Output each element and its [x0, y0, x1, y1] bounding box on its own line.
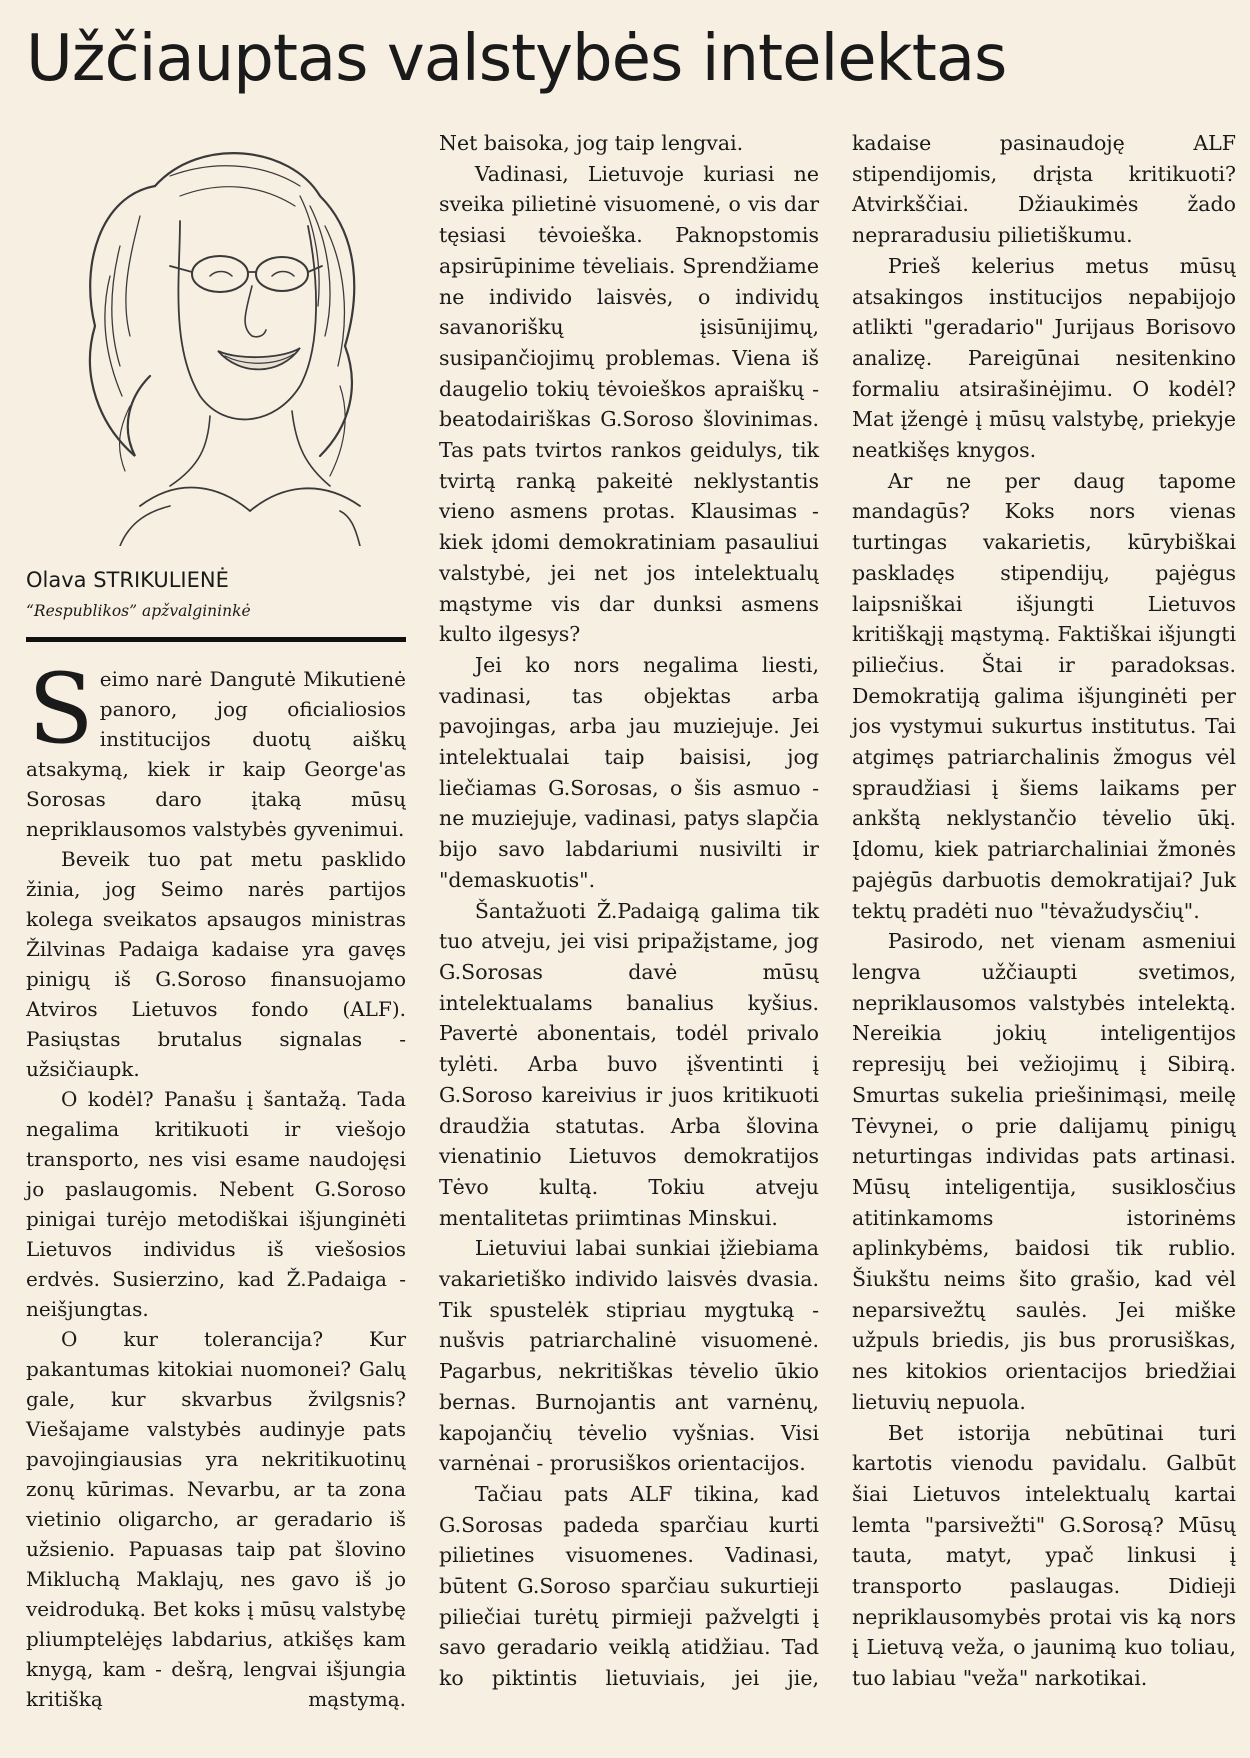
author-role: “Respublikos” apžvalgininkė	[26, 602, 251, 620]
article-paragraph: Ar ne per daug tapome mandagūs? Koks nors vienas turtingas vakarietis, kūrybiškai paskladęs stipendijų, pajėgus laipsniškai išjungti Lietuvos kritiškąjį mąstymą. Faktiškai išjungti piliečius. Štai ir paradoksas. Demokratiją galima išjunginėti per jos vystymui sukurtus institutus. Tai atgimęs patriarchalinis žmogus vėl spraudžiasi į šiems laikams per ankštą neklystančio tėvelio ūkį. Įdomu, kiek patriarchaliniai žmonės pajėgūs darbuotis demokratijai? Juk tektų pradėti nuo "tėvažudysčių".	[852, 468, 1236, 923]
byline-divider	[26, 637, 406, 642]
article-paragraph: Prieš kelerius metus mūsų atsakingos institucijos nepabijojo atlikti "geradario" Jurijaus Borisovo analizę. Pareigūnai nesitenkino formaliu atsirašinėjimu. O kodėl? Mat įžengė į mūsų valstybę, priekyje neatkišęs knygos.	[852, 253, 1236, 463]
article-paragraph: Net baisoka, jog taip lengvai.	[439, 131, 744, 155]
article-paragraph: Seimo narė Dangutė Mikutienė panoro, jog oficialiosios institucijos duotų aiškų atsakymą, kiek ir kaip George'as Sorosas daro įtaką mūsų nepriklausomos valstybės gyvenimui.	[26, 653, 406, 841]
article-paragraph: Vadinasi, Lietuvoje kuriasi ne sveika pilietinė visuomenė, o vis dar tęsiasi tėvoieška. Paknopstomis apsirūpinime tėveliais. Sprendžiame ne individo laisvės, o individų savanoriškų įsisūnijimų, susipančiojimų problemas. Viena iš daugelio tokių tėvoieškos apraiškų - beatodairiškas G.Soroso šlovinimas. Tas pats tvirtos rankos geidulys, tik tvirtą ranką pakeitė neklystantis vieno asmens protas. Klausimas - kiek įdomi demokratiniam pasauliui valstybė, jei net jos intelektualų mąstyme vis dar dunksi asmens kulto ilgesys?	[439, 161, 819, 647]
article-paragraph: kadaise pasinaudoję ALF stipendijomis, drįsta kritikuoti? Atvirkščiai. Džiaukimės žado nepraradusiu pilietiškumu.	[852, 131, 1236, 248]
article-headline: Užčiauptas valstybės intelektas	[26, 22, 1007, 96]
drop-cap: S	[28, 653, 94, 765]
article-column-3	[852, 128, 1236, 1754]
article-paragraph: Šantažuoti Ž.Padaigą galima tik tuo atveju, jei visi pripažįstame, jog G.Sorosas davė mūsų intelektualams banalius kyšius. Pavertė abonentais, todėl privalo tylėti. Arba buvo įšventinti į G.Soroso kareivius ir juos kritikuoti draudžia statutas. Arba šlovina vienatinio Lietuvos demokratijos Tėvo kultą. Tokiu atveju mentalitetas priimtinas Minskui.	[439, 898, 819, 1230]
article-column-2	[439, 128, 819, 1754]
article-paragraph: Bet istorija nebūtinai turi kartotis vienodu pavidalu. Galbūt šiai Lietuvos intelektualų kartai lemta "parsivežti" G.Sorosą? Mūsų tauta, matyt, ypač linkusi į transporto paslaugas. Didieji nepriklausomybės protai vis ką nors į Lietuvą veža, o jaunimą kuo toliau, tuo labiau "veža" narkotikai.	[852, 1420, 1236, 1691]
article-paragraph: Beveik tuo pat metu pasklido žinia, jog Seimo narės partijos kolega sveikatos apsaugos ministras Žilvinas Padaiga kadaise yra gavęs pinigų iš G.Soroso finansuojamo Atviros Lietuvos fondo (ALF). Pasiųstas brutalus signalas - užsičiaupk.	[26, 847, 406, 1081]
article-paragraph: Jei ko nors negalima liesti, vadinasi, tas objektas arba pavojingas, arba jau muziejuje. Jei intelektualai taip baisisi, jog liečiamas G.Sorosas, o šis asmuo - ne muziejuje, vadinasi, patys slapčia bijo savo labdariumi nusivilti ir "demaskuotis".	[439, 652, 819, 892]
article-paragraph: O kur tolerancija? Kur pakantumas kitokiai nuomonei? Galų gale, kur skvarbus žvilgsnis? Viešajame valstybės audinyje pats pavojingiausias yra nekritikuotinų zonų kūrimas. Nevarbu, ar ta zona vietinio oligarcho, ar geradario iš užsienio. Papuasas taip pat šlovino Mikluchą Maklajų, nes gavo iš jo veidroduką. Bet koks į mūsų valstybę pliumptelėjęs labdarius, atkišęs kam knygą, kam - dešrą, lengvai išjungia kritišką mąstymą.	[26, 1327, 406, 1711]
article-paragraph: Pasirodo, net vienam asmeniui lengva užčiaupti svetimos, nepriklausomos valstybės intelektą. Nereikia jokių inteligentijos represijų bei vežiojimų į Sibirą. Smurtas sukelia priešinimąsi, meilę Tėvynei, o prie dalijamų pinigų neturtingas individas pats artinasi. Mūsų inteligentija, susiklosčius atitinkamoms istorinėms aplinkybėms, baidosi tik rublio. Šiukštu neims šito grašio, kad vėl neparsivežtų saulės. Jei miške užpuls briedis, jis bus prorusiškas, nes kitokios orientacijos briedžiai lietuvių nepuola.	[852, 929, 1236, 1414]
article-column-1	[26, 653, 406, 1754]
article-paragraph: Tačiau pats ALF tikina, kad G.Sorosas padeda sparčiau kurti pilietines visuomenes. Vadinasi, būtent G.Soroso sparčiau sukurtieji piliečiai turėtų pirmieji pažvelgti į savo geradario veiklą atidžiau. Tad ko piktintis lietuviais, jei jie,	[439, 1481, 819, 1691]
author-name: Olava STRIKULIENĖ	[26, 568, 229, 592]
article-paragraph: Lietuviui labai sunkiai įžiebiama vakarietiško individo laisvės dvasia. Tik spustelėk stipriau mygtuką - nušvis patriarchalinė visuomenė. Pagarbus, nekritiškas tėvelio ūkio bernas. Burnojantis ant varnėnų, kapojančių tėvelio vyšnias. Visi varnėnai - prorusiškos orientacijos.	[439, 1236, 819, 1476]
article-paragraph: O kodėl? Panašu į šantažą. Tada negalima kritikuoti ir viešojo transporto, nes visi esame naudojęsi jo paslaugomis. Nebent G.Soroso pinigai turėjo metodiškai išjunginėti Lietuvos individus iš viešosios erdvės. Susierzino, kad Ž.Padaiga - neišjungtas.	[26, 1087, 406, 1321]
author-caricature-illustration	[60, 126, 380, 546]
